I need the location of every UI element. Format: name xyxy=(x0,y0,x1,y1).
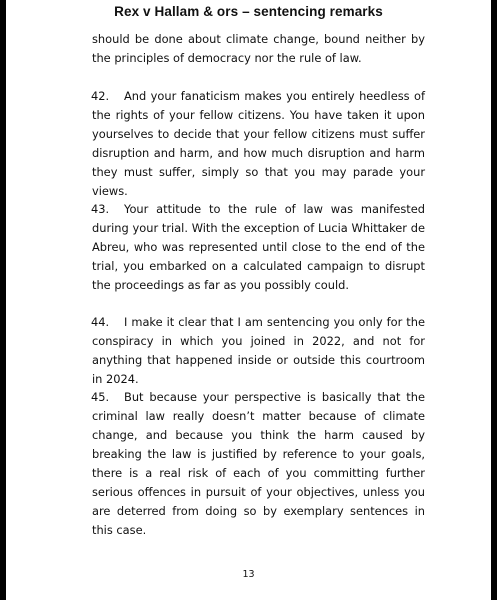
paragraph-number: 43. xyxy=(91,202,110,216)
continuation-text: should be done about climate change, bound neither by the principles of democracy nor the rule of law. xyxy=(92,32,425,65)
paragraph-number: 42. xyxy=(91,89,110,103)
page-number: 13 xyxy=(242,569,255,580)
paragraph-text: And your fanaticism makes you entirely heedless of the rights of your fellow citizens. You have taken it upon yourselves to decide that your fellow citizens must suffer disruption and harm, and how much disruption and harm they must suffer, simply so that you may parade your views. xyxy=(92,89,425,198)
paragraph-text: Your attitude to the rule of law was manifested during your trial. With the exception of Lucia Whittaker de Abreu, who was represented until close to the end of the trial, you embarked on a calculated campaign to disrupt the proceedings as far as you possibly could. xyxy=(92,202,425,292)
paragraph-text: But because your perspective is basically that the criminal law really doesn’t matter because of climate change, and because you think the harm caused by breaking the law is justified by reference to your goals, there is a real risk of each of you committing further serious offences in pursuit of your objectives, unless you are deterred from doing so by exemplary sentences in this case. xyxy=(92,390,425,537)
paragraph-number: 45. xyxy=(91,390,110,404)
paragraph-text: I make it clear that I am sentencing you only for the conspiracy in which you joined in 2022, and not for anything that happened inside or outside this courtroom in 2024. xyxy=(92,315,425,386)
document-page xyxy=(6,0,491,600)
page-header: Rex v Hallam & ors – sentencing remarks xyxy=(114,4,383,19)
paragraph-number: 44. xyxy=(91,315,110,329)
